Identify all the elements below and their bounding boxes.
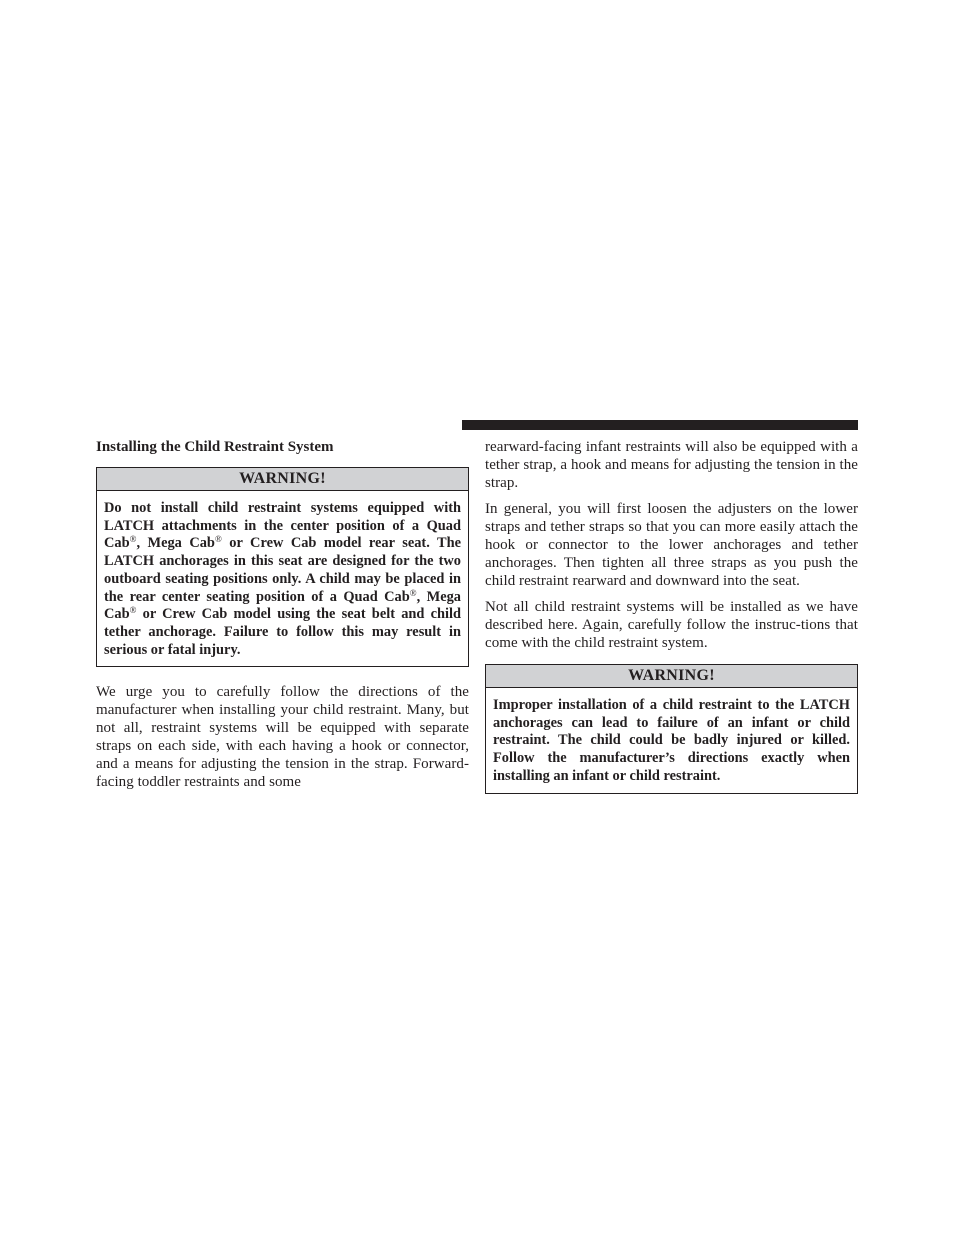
registered-mark: ® xyxy=(409,587,417,598)
registered-mark: ® xyxy=(214,534,222,545)
warning-title: WARNING! xyxy=(486,665,857,688)
body-paragraph-tether: rearward-facing infant restraints will also be equipped with a tether strap, a hook and means for adjusting the tension in the strap. xyxy=(485,439,858,491)
warning-box-latch-center xyxy=(96,467,469,667)
left-column xyxy=(96,438,469,799)
warning-title: WARNING! xyxy=(97,468,468,491)
body-paragraph-adjusters: In general, you will first loosen the adjusters on the lower straps and tether straps so that you can more easily attach the hook or connector to the lower anchorages and tether anchorages. Then tighten all three straps as you push the child restraint rearward and downward into the seat. xyxy=(485,501,858,589)
body-paragraph-not-all: Not all child restraint systems will be installed as we have described here. Again, carefully follow the instruc-tions that come with the child restraint system. xyxy=(485,599,858,651)
section-rule-bar xyxy=(462,420,858,430)
section-heading: Installing the Child Restraint System xyxy=(96,439,334,455)
warning-text: Do not install child restraint systems equipped with LATCH attachments in the center position of a Quad Cab®, Mega Cab® or Crew Cab model rear seat. The LATCH anchorages in this seat are designed for the two outboard seating positions only. A child may be placed in the rear center seating position of a Quad Cab®, Mega Cab® or Crew Cab model using the seat belt and child tether anchorage. Failure to follow this may result in serious or fatal injury. xyxy=(104,500,462,658)
warning-box-improper-installation xyxy=(485,664,858,794)
registered-mark: ® xyxy=(129,534,137,545)
right-column xyxy=(485,438,858,810)
registered-mark: ® xyxy=(129,605,137,616)
body-paragraph-directions: We urge you to carefully follow the directions of the manufacturer when installing your child restraint. Many, but not all, restraint systems will be equipped with separate straps on each side, with each having a hook or connector, and a means for adjusting the tension in the strap. Forward-facing toddler restraints and some xyxy=(96,684,469,791)
warning-text: Improper installation of a child restraint to the LATCH anchorages can lead to failure of an infant or child restraint. The child could be badly injured or killed. Follow the manufacturer’s directions exactly when installing an infant or child restraint. xyxy=(493,697,850,784)
